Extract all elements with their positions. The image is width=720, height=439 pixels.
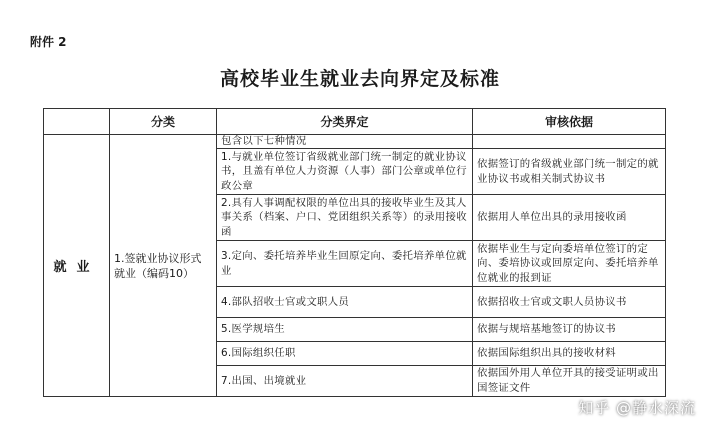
basis-cell: 依据与规培基地签订的协议书 [473,318,666,342]
basis-cell: 依据国际组织出具的接收材料 [473,342,666,366]
definition-cell: 2.具有人事调配权限的单位出具的接收毕业生及其人事关系（档案、户口、党团组织关系等）的录用接收函 [217,195,473,241]
basis-cell: 依据毕业生与定向委培单位签订的定向、委培协议或回原定向、委托培养单位就业的报到证 [473,241,666,287]
basis-cell: 依据国外用人单位开具的接受证明或出国签证文件 [473,366,666,397]
header-basis: 审核依据 [473,109,666,135]
intro-basis-cell [473,135,666,149]
basis-cell: 依据招收士官或文职人员协议书 [473,287,666,318]
watermark-text: 知乎 @静水深流 [578,399,696,417]
header-empty-cell [44,109,110,135]
definition-cell: 7.出国、出境就业 [217,366,473,397]
basis-cell: 依据签订的省级就业部门统一制定的就业协议书或相关制式协议书 [473,149,666,195]
definition-cell: 5.医学规培生 [217,318,473,342]
header-definition: 分类界定 [217,109,473,135]
intro-cell: 包含以下七种情况 [217,135,473,149]
employment-standards-table [43,108,666,397]
category-cell: 就业 [44,135,110,397]
table-header-row [44,109,666,135]
subcategory-cell: 1.签就业协议形式就业（编码10） [110,135,217,397]
document-title: 高校毕业生就业去向界定及标准 [219,68,500,90]
definition-cell: 6.国际组织任职 [217,342,473,366]
table-row [44,135,666,149]
definition-cell: 3.定向、委托培养毕业生回原定向、委托培养单位就业 [217,241,473,287]
header-category: 分类 [110,109,217,135]
definition-cell: 1.与就业单位签订省级就业部门统一制定的就业协议书，且盖有单位人力资源（人事）部门公章或单位行政公章 [217,149,473,195]
definition-cell: 4.部队招收士官或文职人员 [217,287,473,318]
basis-cell: 依据用人单位出具的录用接收函 [473,195,666,241]
attachment-label: 附件 2 [30,35,67,49]
